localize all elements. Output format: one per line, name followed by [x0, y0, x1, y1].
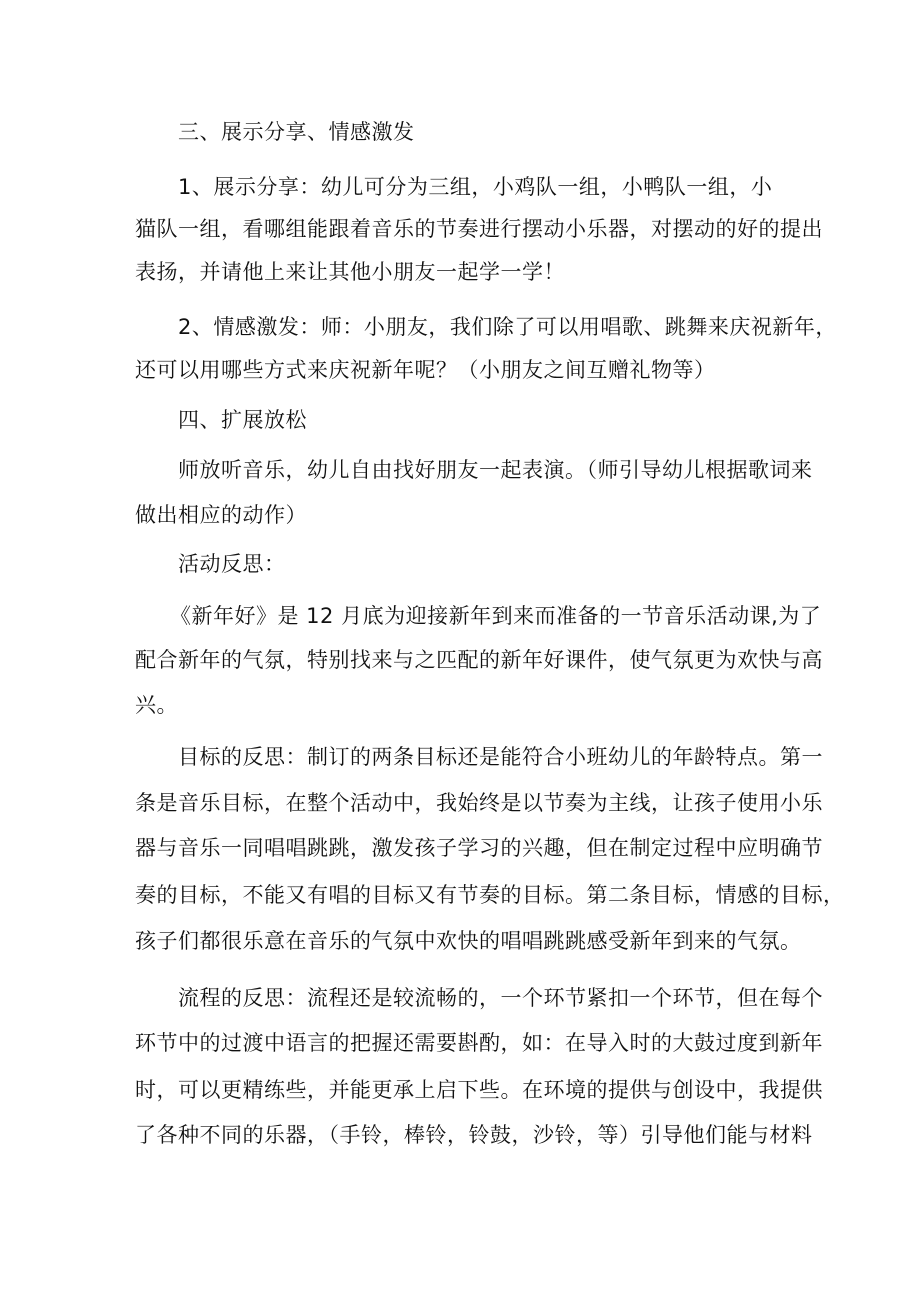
- paragraph-line: 猫队一组，看哪组能跟着音乐的节奏进行摆动小乐器，对摆动的好的提出: [135, 217, 823, 241]
- paragraph-line: 2、情感激发：师：小朋友，我们除了可以用唱歌、跳舞来庆祝新年，: [178, 315, 837, 339]
- paragraph-line: 1、展示分享：幼儿可分为三组，小鸡队一组，小鸭队一组，小: [178, 175, 773, 199]
- paragraph-line: 孩子们都很乐意在音乐的气氛中欢快的唱唱跳跳感受新年到来的气氛。: [135, 929, 802, 953]
- paragraph-line: 器与音乐一同唱唱跳跳，激发孩子学习的兴趣，但在制定过程中应明确节: [135, 836, 823, 860]
- paragraph-line: 了各种不同的乐器，（手铃，棒铃，铃鼓，沙铃，等）引导他们能与材料: [135, 1123, 813, 1147]
- paragraph-line: 做出相应的动作）: [135, 503, 307, 527]
- paragraph-line: 环节中的过渡中语言的把握还需要斟酌，如：在导入时的大鼓过度到新年: [135, 1031, 823, 1055]
- paragraph-line: 师放听音乐，幼儿自由找好朋友一起表演。（师引导幼儿根据歌词来: [178, 458, 813, 482]
- paragraph-line: 《新年好》是 12 月底为迎接新年到来而准备的一节音乐活动课,为了: [170, 604, 822, 628]
- paragraph-line: 还可以用哪些方式来庆祝新年呢？（小朋友之间互赠礼物等）: [135, 358, 716, 382]
- paragraph-line: 奏的目标，不能又有唱的目标又有节奏的目标。第二条目标，情感的目标，: [135, 883, 845, 907]
- section-heading-3: 三、展示分享、情感激发: [178, 120, 415, 144]
- paragraph-line: 时，可以更精练些，并能更承上启下些。在环境的提供与创设中，我提供: [135, 1078, 823, 1102]
- paragraph-line: 配合新年的气氛，特别找来与之匹配的新年好课件，使气氛更为欢快与高: [135, 648, 823, 672]
- paragraph-line: 流程的反思：流程还是较流畅的，一个环节紧扣一个环节，但在每个: [178, 986, 823, 1010]
- reflection-heading: 活动反思：: [178, 552, 286, 576]
- paragraph-line: 表扬，并请他上来让其他小朋友一起学一学！: [135, 260, 565, 284]
- section-heading-4: 四、扩展放松: [178, 408, 307, 432]
- paragraph-line: 兴。: [135, 693, 178, 717]
- paragraph-line: 条是音乐目标，在整个活动中，我始终是以节奏为主线，让孩子使用小乐: [135, 791, 823, 815]
- paragraph-line: 目标的反思：制订的两条目标还是能符合小班幼儿的年龄特点。第一: [178, 745, 823, 769]
